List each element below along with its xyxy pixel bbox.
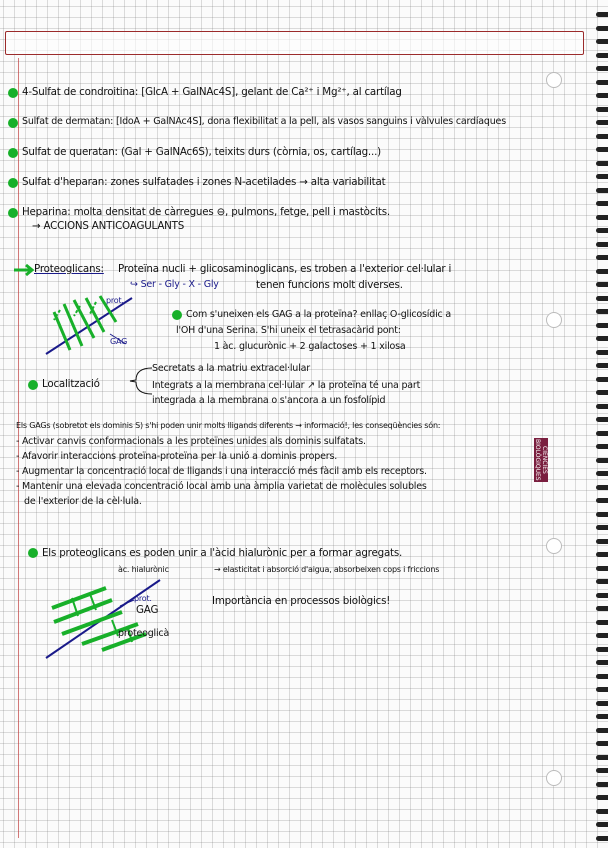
binding-ring (596, 728, 608, 733)
binding-ring (596, 768, 608, 773)
text-line: l'OH d'una Serina. S'hi uneix el tetrasacàrid pont: (176, 325, 401, 336)
binding-ring (596, 26, 608, 31)
figure-label: GAG (110, 337, 128, 346)
text-line: Integrats a la membrana cel·lular ↗ la proteïna té una part (152, 380, 421, 391)
binding-ring (596, 12, 608, 17)
text-line: tenen funcions molt diverses. (256, 279, 403, 291)
binding-ring (596, 431, 608, 436)
binding-ring (596, 336, 608, 341)
binding-ring (596, 134, 608, 139)
binding-ring (596, 174, 608, 179)
text-line: Sulfat de queratan: (Gal + GalNAc6S), teixits durs (còrnia, os, cartílag...) (22, 146, 381, 158)
bullet-icon (8, 118, 18, 128)
punch-hole (546, 538, 562, 554)
punch-hole (546, 72, 562, 88)
text-line: Importància en processos biològics! (212, 595, 391, 607)
binding-ring (596, 687, 608, 692)
binding-ring (596, 741, 608, 746)
binding-ring (596, 633, 608, 638)
list-item: de l'exterior de la cèl·lula. (24, 496, 142, 507)
binding-ring (596, 444, 608, 449)
binding-ring (596, 795, 608, 800)
list-item: - Activar canvis conformacionals a les proteïnes unides als dominis sulfatats. (16, 436, 366, 447)
figure-label: prot. (134, 594, 152, 603)
binding-ring (596, 822, 608, 827)
text-line: Localització (42, 378, 100, 390)
binding-ring (596, 93, 608, 98)
binding-ring (596, 579, 608, 584)
figure-label: àc. hialurònic (118, 565, 169, 574)
bullet-icon (28, 380, 38, 390)
binding-ring (596, 620, 608, 625)
binding-ring (596, 282, 608, 287)
binding-ring (596, 377, 608, 382)
binding-ring (596, 701, 608, 706)
binding-ring (596, 296, 608, 301)
binding-ring (596, 525, 608, 530)
spiral-binding (594, 0, 608, 848)
binding-ring (596, 66, 608, 71)
binding-ring (596, 107, 608, 112)
binding-ring (596, 782, 608, 787)
text-line: ↪ Ser - Gly - X - Gly (130, 279, 219, 290)
bullet-icon (8, 178, 18, 188)
binding-ring (596, 836, 608, 841)
bullet-icon (28, 548, 38, 558)
page-tab: CIÈNCIES BIOLÒGIQUES (534, 439, 548, 481)
binding-ring (596, 215, 608, 220)
binding-ring (596, 593, 608, 598)
binding-ring (596, 485, 608, 490)
arrow-icon (14, 264, 34, 276)
binding-ring (596, 539, 608, 544)
binding-ring (596, 228, 608, 233)
text-line: integrada a la membrana o s'ancora a un fosfolípid (152, 395, 386, 406)
binding-ring (596, 147, 608, 152)
aggregate-figure (42, 570, 172, 670)
binding-ring (596, 350, 608, 355)
text-line: Els GAGs (sobretot els dominis S) s'hi poden unir molts lligands diferents → informació!, les conseqüències són: (16, 421, 441, 430)
binding-ring (596, 755, 608, 760)
binding-ring (596, 390, 608, 395)
binding-ring (596, 498, 608, 503)
binding-ring (596, 309, 608, 314)
binding-ring (596, 417, 608, 422)
binding-ring (596, 404, 608, 409)
binding-ring (596, 201, 608, 206)
punch-hole (546, 770, 562, 786)
text-line: Sulfat d'heparan: zones sulfatades i zones N-acetilades → alta variabilitat (22, 176, 386, 188)
binding-ring (596, 512, 608, 517)
binding-ring (596, 363, 608, 368)
binding-ring (596, 606, 608, 611)
text-line: Els proteoglicans es poden unir a l'àcid hialurònic per a formar agregats. (42, 547, 403, 559)
figure-label: proteoglicà (118, 628, 170, 639)
brace-icon (128, 366, 154, 396)
binding-ring (596, 161, 608, 166)
binding-ring (596, 566, 608, 571)
binding-ring (596, 39, 608, 44)
section-title: Proteoglicans: (34, 263, 104, 275)
binding-ring (596, 323, 608, 328)
text-line: 1 àc. glucurònic + 2 galactoses + 1 xilosa (214, 341, 406, 352)
binding-ring (596, 647, 608, 652)
text-line: Secretats a la matriu extracel·lular (152, 363, 310, 374)
bullet-icon (172, 310, 182, 320)
binding-ring (596, 660, 608, 665)
text-line: 4-Sulfat de condroitina: [GlcA + GalNAc4S], gelant de Ca²⁺ i Mg²⁺, al cartílag (22, 86, 402, 98)
text-line: Com s'uneixen els GAG a la proteïna? enllaç O-glicosídic a (186, 309, 451, 320)
text-line: Proteïna nucli + glicosaminoglicans, es troben a l'exterior cel·lular i (118, 263, 452, 275)
margin-line (18, 58, 19, 838)
header-box (5, 31, 584, 55)
list-item: - Augmentar la concentració local de lligands i una interacció més fàcil amb els receptors. (16, 466, 427, 477)
binding-ring (596, 714, 608, 719)
binding-ring (596, 458, 608, 463)
binding-ring (596, 471, 608, 476)
binding-ring (596, 53, 608, 58)
bullet-icon (8, 148, 18, 158)
punch-hole (546, 312, 562, 328)
binding-ring (596, 120, 608, 125)
list-item: - Afavorir interaccions proteïna-proteïna per la unió a dominis propers. (16, 451, 338, 462)
binding-ring (596, 269, 608, 274)
figure-label: GAG (136, 604, 159, 616)
bullet-icon (8, 88, 18, 98)
list-item: - Mantenir una elevada concentració local amb una àmplia varietat de molècules solubles (16, 481, 427, 492)
binding-ring (596, 674, 608, 679)
binding-ring (596, 809, 608, 814)
text-line: Heparina: molta densitat de càrregues ⊖, pulmons, fetge, pell i mastòcits. (22, 206, 390, 218)
binding-ring (596, 242, 608, 247)
binding-ring (596, 255, 608, 260)
figure-label: prot. (106, 296, 124, 305)
text-line: → ACCIONS ANTICOAGULANTS (32, 220, 185, 232)
text-line: Sulfat de dermatan: [IdoA + GalNAc4S], dona flexibilitat a la pell, als vasos sanguins i vàlvules cardíaques (22, 116, 506, 127)
bullet-icon (8, 208, 18, 218)
binding-ring (596, 188, 608, 193)
binding-ring (596, 80, 608, 85)
binding-ring (596, 552, 608, 557)
proteoglycan-figure-1 (40, 292, 170, 364)
text-line: → elasticitat i absorció d'aigua, absorbeixen cops i friccions (214, 565, 440, 574)
